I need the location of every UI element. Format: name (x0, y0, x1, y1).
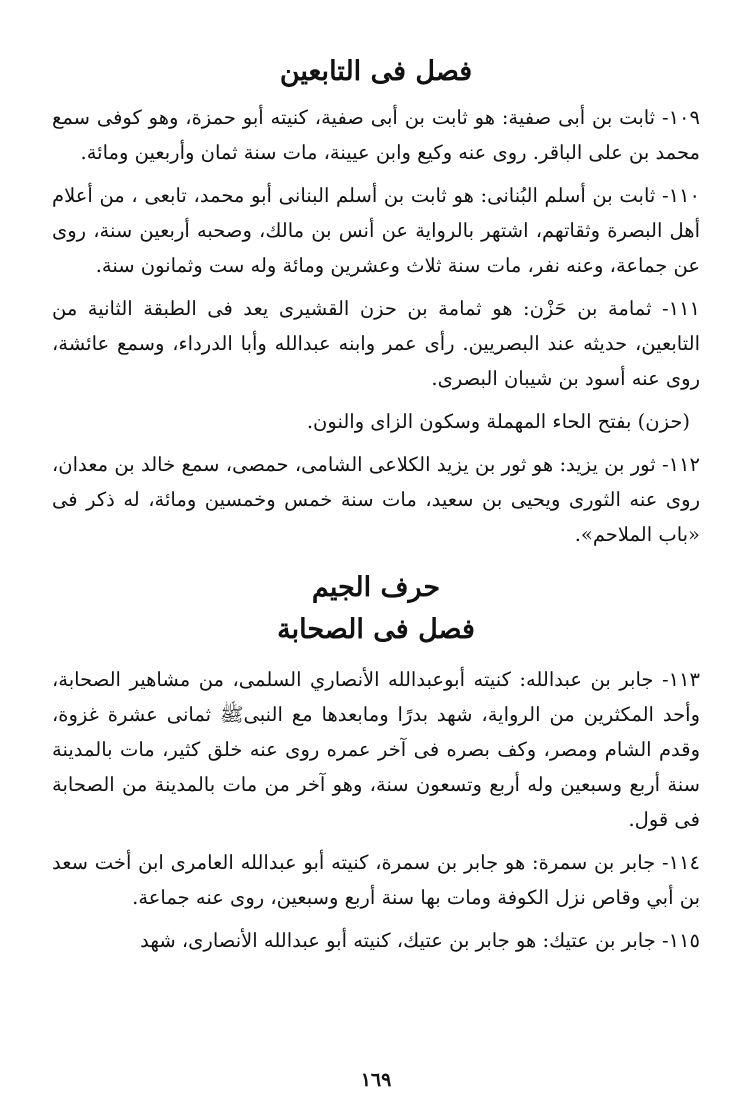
entry-112: ١١٢- ثور بن يزيد: هو ثور بن يزيد الكلاعى الشامى، حمصى، سمع خالد بن معدان، روى عنه الثورى ويحيى بن سعيد، مات سنة خمس وخمسين ومائة، له ذكر فى «باب الملاحم». (52, 453, 700, 546)
entry-109: ١٠٩- ثابت بن أبى صفية: هو ثابت بن أبى صفية، كنيته أبو حمزة، وهو كوفى سمع محمد بن على الباقر. روى عنه وكيع وابن عيينة، مات سنة ثمان وأربعين ومائة. (52, 106, 700, 164)
letter-heading: حرف الجيم (311, 572, 441, 603)
chapter-heading: فصل فى التابعين (279, 56, 473, 87)
entry-110: ١١٠- ثابت بن أسلم البُنانى: هو ثابت بن أسلم البنانى أبو محمد، تابعى ، من أعلام أهل البصرة وثقاتهم، اشتهر بالرواية عن أنس بن مالك، وصحبه أربعين سنة، روى عن جماعة، وعنه نفر، مات سنة ثلاث وعشرين ومائة وله ست وثمانون سنة. (52, 184, 700, 277)
entry-114: ١١٤- جابر بن سمرة: هو جابر بن سمرة، كنيته أبو عبدالله العامرى ابن أخت سعد بن أبي وقاص نزل الكوفة ومات بها سنة أربع وسبعين، روى عنه جماعة. (52, 851, 700, 909)
entry-111-note: (حزن) بفتح الحاء المهملة وسكون الزاى والنون. (306, 410, 690, 433)
entry-115: ١١٥- جابر بن عتيك: هو جابر بن عتيك، كنيته أبو عبدالله الأنصارى، شهد (140, 929, 700, 952)
entry-113: ١١٣- جابر بن عبدالله: كنيته أبوعبدالله الأنصاري السلمى، من مشاهير الصحابة، وأحد المكثرين من الرواية، شهد بدرًا ومابعدها مع النبىﷺ ثمانى عشرة غزوة، وقدم الشام ومصر، وكف بصره فى آخر عمره روى عنه خلق كثير، مات بالمدينة سنة أربع وسبعين وله أربع وتسعون سنة، وهو آخر من مات بالمدينة من الصحابة فى قول. (52, 668, 700, 831)
section-heading: فصل فى الصحابة (277, 614, 475, 645)
page-number: ١٦٩ (360, 1069, 392, 1091)
book-page (52, 52, 700, 1092)
entry-111: ١١١- ثمامة بن حَزْن: هو ثمامة بن حزن القشيرى يعد فى الطبقة الثانية من التابعين، حديثه عند البصريين. رأى عمر وابنه عبدالله وأبا الدرداء، وسمع عائشة، روى عنه أسود بن شيبان البصرى. (52, 297, 700, 390)
